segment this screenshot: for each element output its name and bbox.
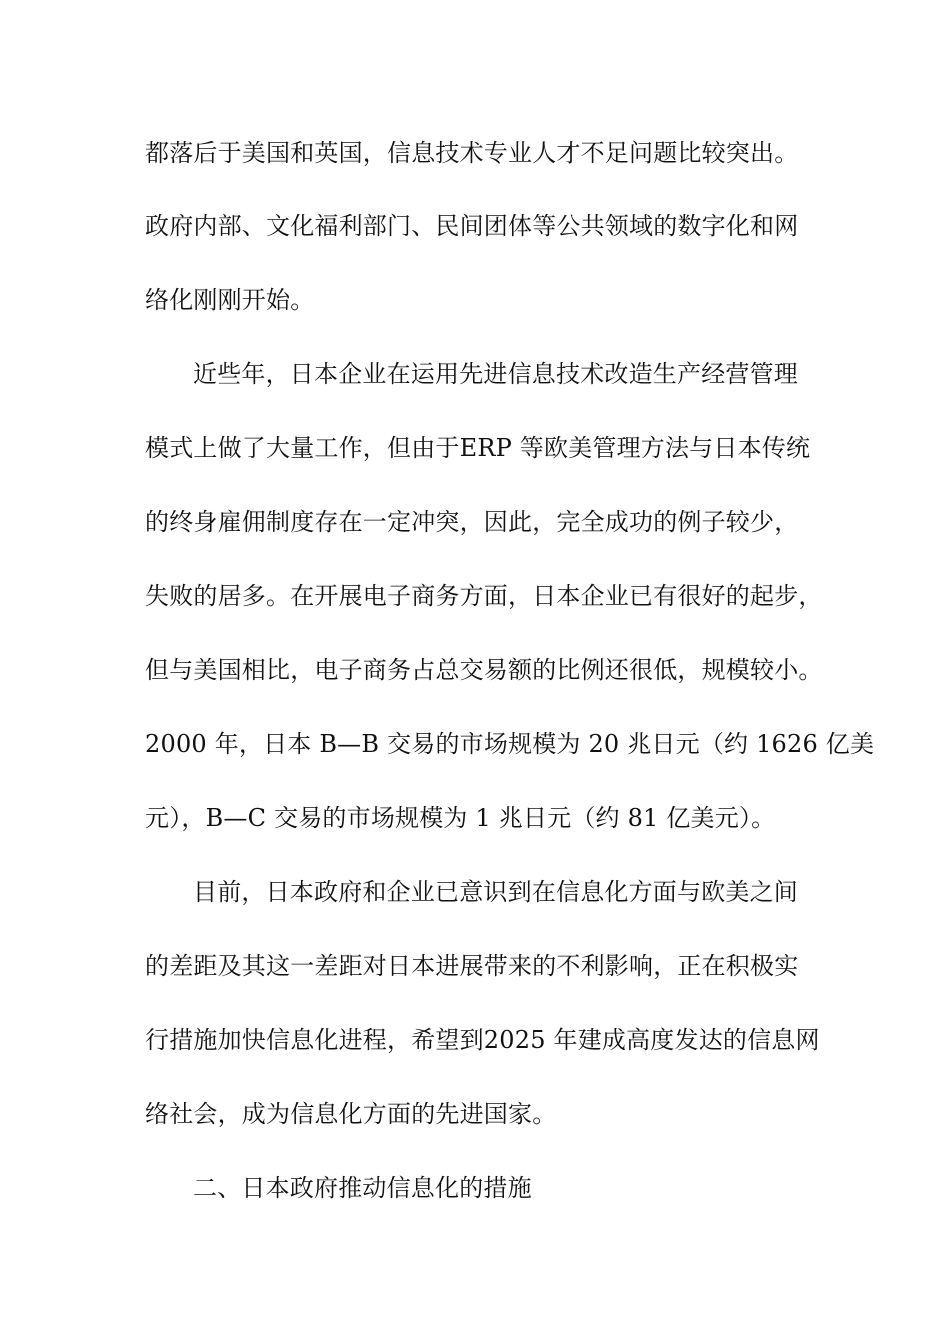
text-line: 的差距及其这一差距对日本进展带来的不利影响，正在积极实 <box>145 952 799 980</box>
text-line: 但与美国相比，电子商务占总交易额的比例还很低，规模较小。 <box>145 656 823 684</box>
text-line: 的终身雇佣制度存在一定冲突，因此，完全成功的例子较少， <box>145 508 799 536</box>
text-line: 元），B—C 交易的市场规模为 1 兆日元（约 81 亿美元）。 <box>145 804 776 832</box>
text-line: 2000 年，日本 B—B 交易的市场规模为 20 兆日元（约 1626 亿美 <box>145 730 875 758</box>
text-line: 络社会，成为信息化方面的先进国家。 <box>145 1100 557 1128</box>
text-line: 都落后于美国和英国，信息技术专业人才不足问题比较突出。 <box>145 139 799 167</box>
text-line: 模式上做了大量工作，但由于ERP 等欧美管理方法与日本传统 <box>145 434 811 462</box>
paragraph-start-line: 目前，日本政府和企业已意识到在信息化方面与欧美之间 <box>193 878 798 906</box>
section-heading: 二、日本政府推动信息化的措施 <box>193 1174 532 1202</box>
paragraph-start-line: 近些年，日本企业在运用先进信息技术改造生产经营管理 <box>193 360 798 388</box>
text-line: 失败的居多。在开展电子商务方面，日本企业已有很好的起步， <box>145 582 823 610</box>
text-line: 络化刚刚开始。 <box>145 286 315 314</box>
text-line: 政府内部、文化福利部门、民间团体等公共领域的数字化和网 <box>145 212 799 240</box>
text-line: 行措施加快信息化进程，希望到2025 年建成高度发达的信息网 <box>145 1026 820 1054</box>
